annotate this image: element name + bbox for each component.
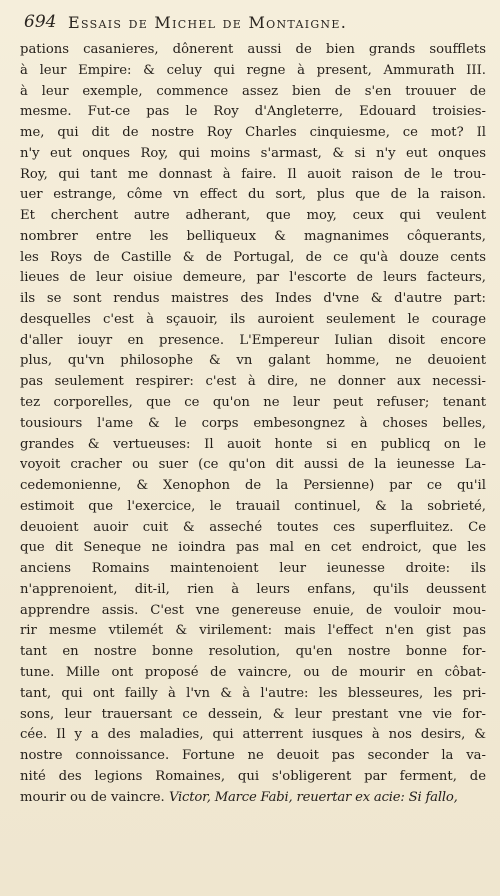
text-line: tant, qui ont failly à l'vn & à l'autre: les blesseures, les pri- (20, 685, 486, 701)
text-line: que dit Seneque ne ioindra pas mal en cet endroict, que les (20, 540, 486, 556)
text-line: tez corporelles, que ce qu'on ne leur peut refuser; tenant (20, 395, 486, 411)
text-line: nostre connoissance. Fortune ne deuoit pas seconder la va- (20, 748, 486, 764)
text-line: plus, qu'vn philosophe & vn galant homme, ne deuoient (20, 353, 486, 369)
text-line: Et cherchent autre adherant, que moy, ceux qui veulent (20, 208, 486, 224)
text-line: grandes & vertueuses: Il auoit honte si en publicq on le (20, 436, 486, 452)
text-line: nité des legions Romaines, qui s'obligerent par ferment, de (20, 768, 486, 784)
text-line: desquelles c'est à sçauoir, ils auroient seulement le courage (20, 311, 486, 327)
text-line: d'aller iouyr en presence. L'Empereur Iulian disoit encore (20, 332, 486, 348)
text-line: sons, leur trauersant ce dessein, & leur prestant vne vie for- (20, 706, 486, 722)
running-head: Essais de Michel de Montaigne. (68, 13, 348, 32)
text-line-last (20, 788, 486, 809)
body-text (20, 40, 486, 808)
text-line: cedemonienne, & Xenophon de la Persienne) par ce qu'il (20, 478, 486, 494)
text-line: uer estrange, côme vn effect du sort, plus que de la raison. (20, 187, 486, 203)
text-line: pas seulement respirer: c'est à dire, ne donner aux necessi- (20, 374, 486, 390)
text-line: me, qui dit de nostre Roy Charles cinquiesme, ce mot? Il (20, 125, 486, 141)
text-line: anciens Romains maintenoient leur ieunesse droite: ils (20, 561, 486, 577)
text-line: cée. Il y a des maladies, qui atterrent iusques à nos desirs, & (20, 727, 486, 743)
text-line: les Roys de Castille & de Portugal, de ce qu'à douze cents (20, 249, 486, 265)
text-line: lieues de leur oisiue demeure, par l'escorte de leurs facteurs, (20, 270, 486, 286)
text-line: tant en nostre bonne resolution, qu'en nostre bonne for- (20, 644, 486, 660)
text-line: à leur Empire: & celuy qui regne à present, Ammurath III. (20, 62, 486, 78)
last-line-roman: mourir ou de vaincre. (20, 789, 165, 805)
text-line: tousiours l'ame & le corps embesongnez à choses belles, (20, 415, 486, 431)
text-line: mesme. Fut-ce pas le Roy d'Angleterre, Edouard troisies- (20, 104, 486, 120)
text-line: deuoient auoir cuit & asseché toutes ces superfluitez. Ce (20, 519, 486, 535)
text-line: n'y eut onques Roy, qui moins s'armast, & si n'y eut onques (20, 145, 486, 161)
page-header (24, 12, 486, 36)
text-line: nombrer entre les belliqueux & magnanimes côquerants, (20, 228, 486, 244)
text-line: rir mesme vtilemét & virilement: mais l'effect n'en gist pas (20, 623, 486, 639)
text-line: ils se sont rendus maistres des Indes d'vne & d'autre part: (20, 291, 486, 307)
text-line: Roy, qui tant me donnast à faire. Il auoit raison de le trou- (20, 166, 486, 182)
latin-quotation: Victor, Marce Fabi, reuertar ex acie: Si fallo, (168, 789, 458, 805)
page-number: 694 (24, 12, 57, 32)
text-line: estimoit que l'exercice, le trauail continuel, & la sobrieté, (20, 498, 486, 514)
text-line: n'apprenoient, dit-il, rien à leurs enfans, qu'ils deussent (20, 581, 486, 597)
text-line: tune. Mille ont proposé de vaincre, ou de mourir en côbat- (20, 664, 486, 680)
text-line: apprendre assis. C'est vne genereuse enuie, de vouloir mou- (20, 602, 486, 618)
text-line: pations casanieres, dônerent aussi de bien grands soufflets (20, 42, 486, 57)
text-line: à leur exemple, commence assez bien de s'en trouuer de (20, 83, 486, 99)
text-line: voyoit cracher ou suer (ce qu'on dit aussi de la ieunesse La- (20, 457, 486, 473)
